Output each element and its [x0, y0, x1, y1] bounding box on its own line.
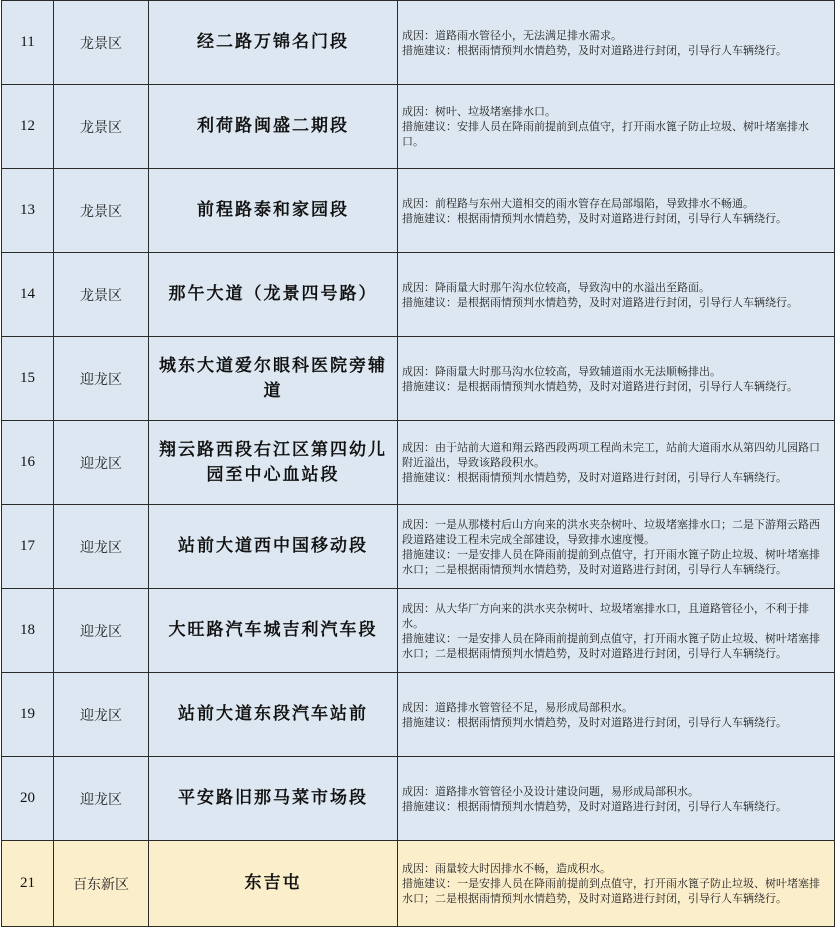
table-row: [2, 421, 835, 505]
district-cell: 龙景区: [54, 169, 149, 253]
cause-text: 成因：从大华厂方向来的洪水夹杂树叶、垃圾堵塞排水口，且道路管径小，不利于排水。: [402, 601, 809, 630]
cause-text: 成因：道路排水管管径不足，易形成局部积水。: [402, 700, 633, 714]
cause-text: 成因：道路排水管管径小及设计建设问题，易形成局部积水。: [402, 784, 699, 798]
road-section-cell: 利荷路闽盛二期段: [149, 85, 398, 169]
district-cell: 迎龙区: [54, 757, 149, 841]
table-row: [2, 253, 835, 337]
table-row: [2, 505, 835, 589]
row-number: 16: [2, 421, 54, 505]
row-number: 19: [2, 673, 54, 757]
cause-text: 成因：雨量较大时因排水不畅，造成积水。: [402, 862, 611, 875]
measure-text: 措施建议：一是安排人员在降雨前提前到点值守，打开雨水篦子防止垃圾、树叶堵塞排水口；二是根据雨情预判水情趋势，及时对道路进行封闭，引导行人车辆绕行。: [402, 547, 820, 576]
cause-and-measures-cell: [398, 757, 835, 841]
table-row: [2, 85, 835, 169]
measure-text: 措施建议：安排人员在降雨前提前到点值守，打开雨水篦子防止垃圾、树叶堵塞排水口。: [402, 120, 809, 148]
cause-text: 成因：树叶、垃圾堵塞排水口。: [402, 105, 556, 118]
road-section-cell: 大旺路汽车城吉利汽车段: [149, 589, 398, 673]
measure-text: 措施建议：一是安排人员在降雨前提前到点值守，打开雨水篦子防止垃圾、树叶堵塞排水口；二是根据雨情预判水情趋势，及时对道路进行封闭，引导行人车辆绕行。: [402, 631, 820, 660]
row-number: 11: [2, 1, 54, 85]
cause-and-measures-cell: [398, 589, 835, 673]
cause-and-measures-cell: [398, 421, 835, 505]
road-section-cell: 站前大道东段汽车站前: [149, 673, 398, 757]
table-row: [2, 757, 835, 841]
district-cell: 迎龙区: [54, 421, 149, 505]
row-number: 15: [2, 337, 54, 421]
road-section-cell: 城东大道爱尔眼科医院旁辅道: [149, 337, 398, 421]
cause-and-measures-cell: [398, 841, 835, 927]
cause-and-measures-cell: [398, 85, 835, 169]
measure-text: 措施建议：是根据雨情预判水情趋势，及时对道路进行封闭，引导行人车辆绕行。: [402, 295, 798, 309]
district-cell: 迎龙区: [54, 337, 149, 421]
row-number: 21: [2, 841, 54, 927]
measure-text: 措施建议：根据雨情预判水情趋势，及时对道路进行封闭，引导行人车辆绕行。: [402, 211, 787, 225]
cause-and-measures-cell: [398, 337, 835, 421]
district-cell: 龙景区: [54, 1, 149, 85]
cause-and-measures-cell: [398, 505, 835, 589]
road-section-cell: 站前大道西中国移动段: [149, 505, 398, 589]
table-row: [2, 589, 835, 673]
measure-text: 措施建议：根据雨情预判水情趋势，及时对道路进行封闭，引导行人车辆绕行。: [402, 799, 787, 813]
cause-and-measures-cell: [398, 253, 835, 337]
cause-text: 成因：降雨量大时那马沟水位较高，导致辅道雨水无法顺畅排出。: [402, 364, 721, 378]
table-body: [2, 1, 835, 927]
cause-and-measures-cell: [398, 673, 835, 757]
row-number: 12: [2, 85, 54, 169]
row-number: 18: [2, 589, 54, 673]
measure-text: 措施建议：根据雨情预判水情趋势，及时对道路进行封闭，引导行人车辆绕行。: [402, 471, 787, 484]
road-section-cell: 那午大道（龙景四号路）: [149, 253, 398, 337]
cause-text: 成因：降雨量大时那午沟水位较高，导致沟中的水溢出至路面。: [402, 280, 710, 294]
district-cell: 迎龙区: [54, 589, 149, 673]
district-cell: 迎龙区: [54, 673, 149, 757]
table-row: [2, 337, 835, 421]
table-row: [2, 1, 835, 85]
road-section-cell: 平安路旧那马菜市场段: [149, 757, 398, 841]
cause-and-measures-cell: [398, 1, 835, 85]
cause-text: 成因：一是从那楼村后山方向来的洪水夹杂树叶、垃圾堵塞排水口；二是下游翔云路西段道路建设工程未完成全部建设，导致排水速度慢。: [402, 517, 820, 546]
measure-text: 措施建议：根据雨情预判水情趋势，及时对道路进行封闭，引导行人车辆绕行。: [402, 43, 787, 57]
table-row: [2, 673, 835, 757]
cause-text: 成因：前程路与东州大道相交的雨水管存在局部塌陷，导致排水不畅通。: [402, 196, 754, 210]
cause-text: 成因：由于站前大道和翔云路西段两项工程尚未完工，站前大道雨水从第四幼儿园路口附近溢出，导致该路段积水。: [402, 441, 820, 469]
measure-text: 措施建议：根据雨情预判水情趋势，及时对道路进行封闭，引导行人车辆绕行。: [402, 715, 787, 729]
row-number: 13: [2, 169, 54, 253]
table-row: [2, 169, 835, 253]
table-row: [2, 841, 835, 927]
district-cell: 百东新区: [54, 841, 149, 927]
road-section-cell: 东吉屯: [149, 841, 398, 927]
district-cell: 迎龙区: [54, 505, 149, 589]
row-number: 20: [2, 757, 54, 841]
row-number: 17: [2, 505, 54, 589]
road-section-cell: 经二路万锦名门段: [149, 1, 398, 85]
road-section-cell: 前程路泰和家园段: [149, 169, 398, 253]
measure-text: 措施建议：是根据雨情预判水情趋势，及时对道路进行封闭，引导行人车辆绕行。: [402, 379, 798, 393]
cause-text: 成因：道路雨水管径小，无法满足排水需求。: [402, 28, 622, 42]
measure-text: 措施建议：一是安排人员在降雨前提前到点值守，打开雨水篦子防止垃圾、树叶堵塞排水口；二是根据雨情预判水情趋势，及时对道路进行封闭，引导行人车辆绕行。: [402, 877, 820, 905]
road-section-cell: 翔云路西段右江区第四幼儿园至中心血站段: [149, 421, 398, 505]
district-cell: 龙景区: [54, 85, 149, 169]
cause-and-measures-cell: [398, 169, 835, 253]
waterlogging-points-table: [1, 0, 835, 927]
row-number: 14: [2, 253, 54, 337]
district-cell: 龙景区: [54, 253, 149, 337]
